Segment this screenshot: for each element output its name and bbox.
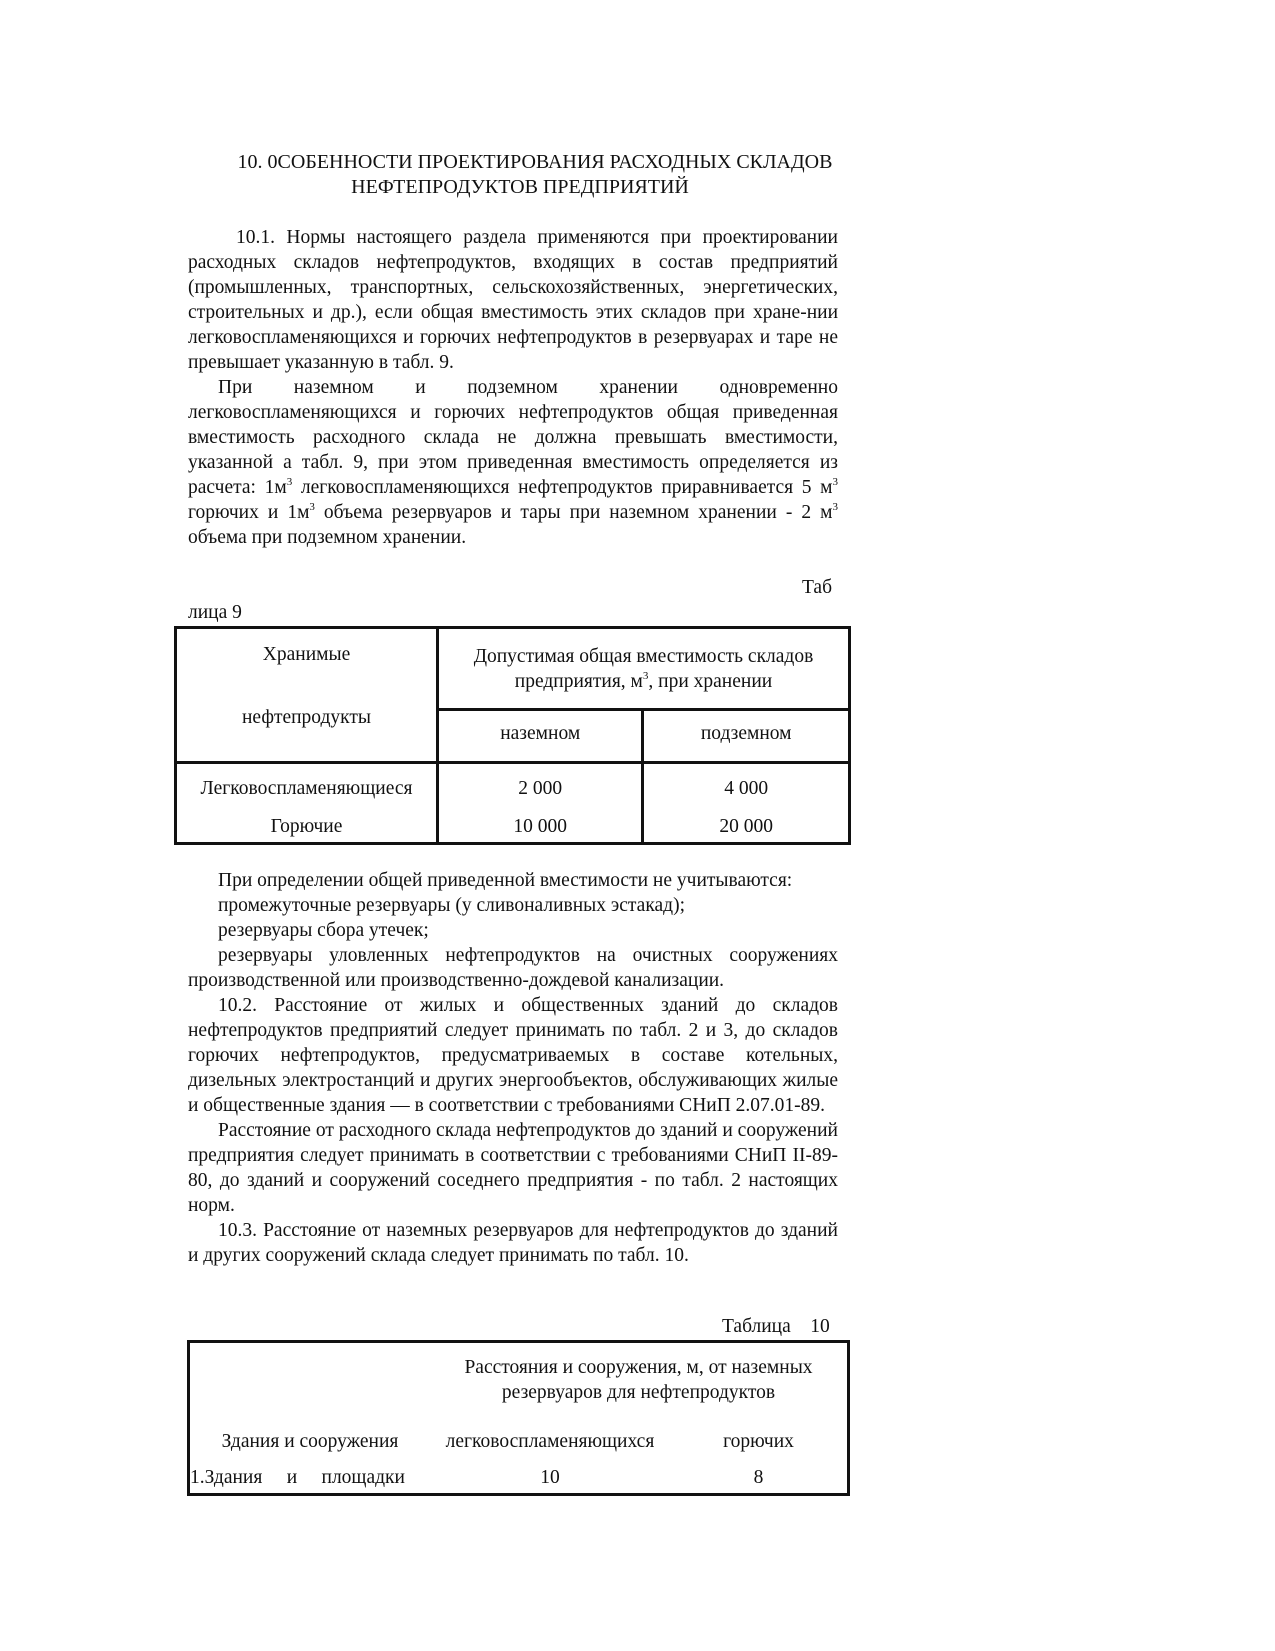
table9-header-surface: наземном [438,710,643,763]
table9-caption-part1: Таб [802,577,833,598]
table10-row1-combustible: 8 [753,1467,764,1488]
list-item-leak-tanks: резервуары сбора утечек; [218,920,429,941]
table9-header-underground: подземном [643,710,850,763]
table9-header-group-text: Допустимая общая вместимость складов предприятия, м [473,646,814,692]
calc-text-a: При наземном и подземном хранении одновременно легковоспламеняющихся и горючих нефтепродуктов общая приведенная вместимость расходного склада не должна превышать вместимости, указанной а табл. 9, при этом приведенная вместимость определяется из расчета: 1м [188,377,838,498]
table-row [176,763,850,817]
table-row [176,816,850,844]
table9-row2-underground: 20 000 [719,816,773,837]
superscript: 3 [309,501,315,513]
table9-header-group-tail: , при хранении [648,671,773,692]
paragraph-not-counted: При определении общей приведенной вместимости не учитываются: [218,870,793,891]
superscript: 3 [642,670,649,682]
table10-header-flammable: легковоспламеняющихся [445,1431,655,1452]
calc-text-d: объема резервуаров и тары при наземном хранении - 2 м [314,502,833,523]
table10-caption: Таблица 10 [722,1316,830,1337]
table10-header-combustible: горючих [723,1431,794,1452]
paragraph-distance-to-buildings: Расстояние от расходного склада нефтепродуктов до зданий и сооружений предприятия следует принимать в соответствии с требованиями СНиП II-89-80, до зданий и сооружений соседнего предприятия - по табл. 2 настоящих норм. [188,1120,838,1216]
table9-caption-part2: лица 9 [188,602,242,623]
section-10-1 [188,225,838,550]
table10-header-buildings: Здания и сооружения [221,1431,399,1452]
section-title-line2: НЕФТЕПРОДУКТОВ ПРЕДПРИЯТИЙ [351,176,689,198]
table-9 [174,626,851,845]
section-title-line1: 10. 0СОБЕННОСТИ ПРОЕКТИРОВАНИЯ РАСХОДНЫХ СКЛАДОВ [237,151,833,173]
table10-row1-flammable: 10 [540,1467,560,1488]
table9-row1-name: Легковоспламеняющиеся [176,763,438,817]
table9-row2-surface: 10 000 [438,816,643,844]
table9-row1-underground: 4 000 [643,763,850,817]
table9-header-col1-top: Хранимые [262,644,351,665]
calc-text-b: легковоспламеняющихся нефтепродуктов приравнивается 5 м [292,477,833,498]
table9-header-group [438,628,850,710]
calc-text-e: объема при подземном хранении. [188,527,467,548]
superscript: 3 [286,476,293,488]
superscript: 3 [832,476,838,488]
table10-header-group: Расстояния и сооружения, м, от наземных резервуаров для нефтепродуктов [464,1357,813,1403]
paragraph-10-3: 10.3. Расстояние от наземных резервуаров для нефтепродуктов до зданий и других сооружений склада следует принимать по табл. 10. [188,1220,838,1266]
table9-row1-surface: 2 000 [438,763,643,817]
table-row [189,1467,849,1495]
after-table9-text [188,868,838,1268]
paragraph-storage-calc [188,375,838,550]
calc-text-c: горючих и 1м [188,502,310,523]
paragraph-10-1: 10.1. Нормы настоящего раздела применяются при проектировании расходных складов нефтепродуктов, входящих в состав предприятий (промышленных, транспортных, сельскохозяйственных, энергетических, строительных и др.), если общая вместимость этих складов при хране-нии легковоспламеняющихся и горючих нефтепродуктов в резервуарах и таре не превышает указанную в табл. 9. [188,227,838,373]
paragraph-10-2: 10.2. Расстояние от жилых и общественных зданий до складов нефтепродуктов предприятий следует принимать по табл. 2 и 3, до складов горючих нефтепродуктов, предусматриваемых в составе котельных, дизельных электростанций и других энергообъектов, обслуживающих жилые и общественные здания — в соответствии с требованиями СНиП 2.07.01-89. [188,995,838,1116]
table9-header-col1-bottom: нефтепродукты [241,707,372,728]
table9-header-col1 [176,628,438,763]
list-item-recovered-product-tanks: резервуары уловленных нефтепродуктов на очистных сооружениях производственной или производственно-дождевой канализации. [188,945,838,991]
superscript: 3 [832,501,838,513]
table9-row2-name: Горючие [176,816,438,844]
list-item-intermediate-tanks: промежуточные резервуары (у сливоналивных эстакад); [218,895,686,916]
table10-header-empty [189,1342,431,1428]
table-10 [187,1340,850,1496]
table10-row1-name: 1.Здания и площадки [190,1467,405,1488]
section-title [185,150,855,200]
